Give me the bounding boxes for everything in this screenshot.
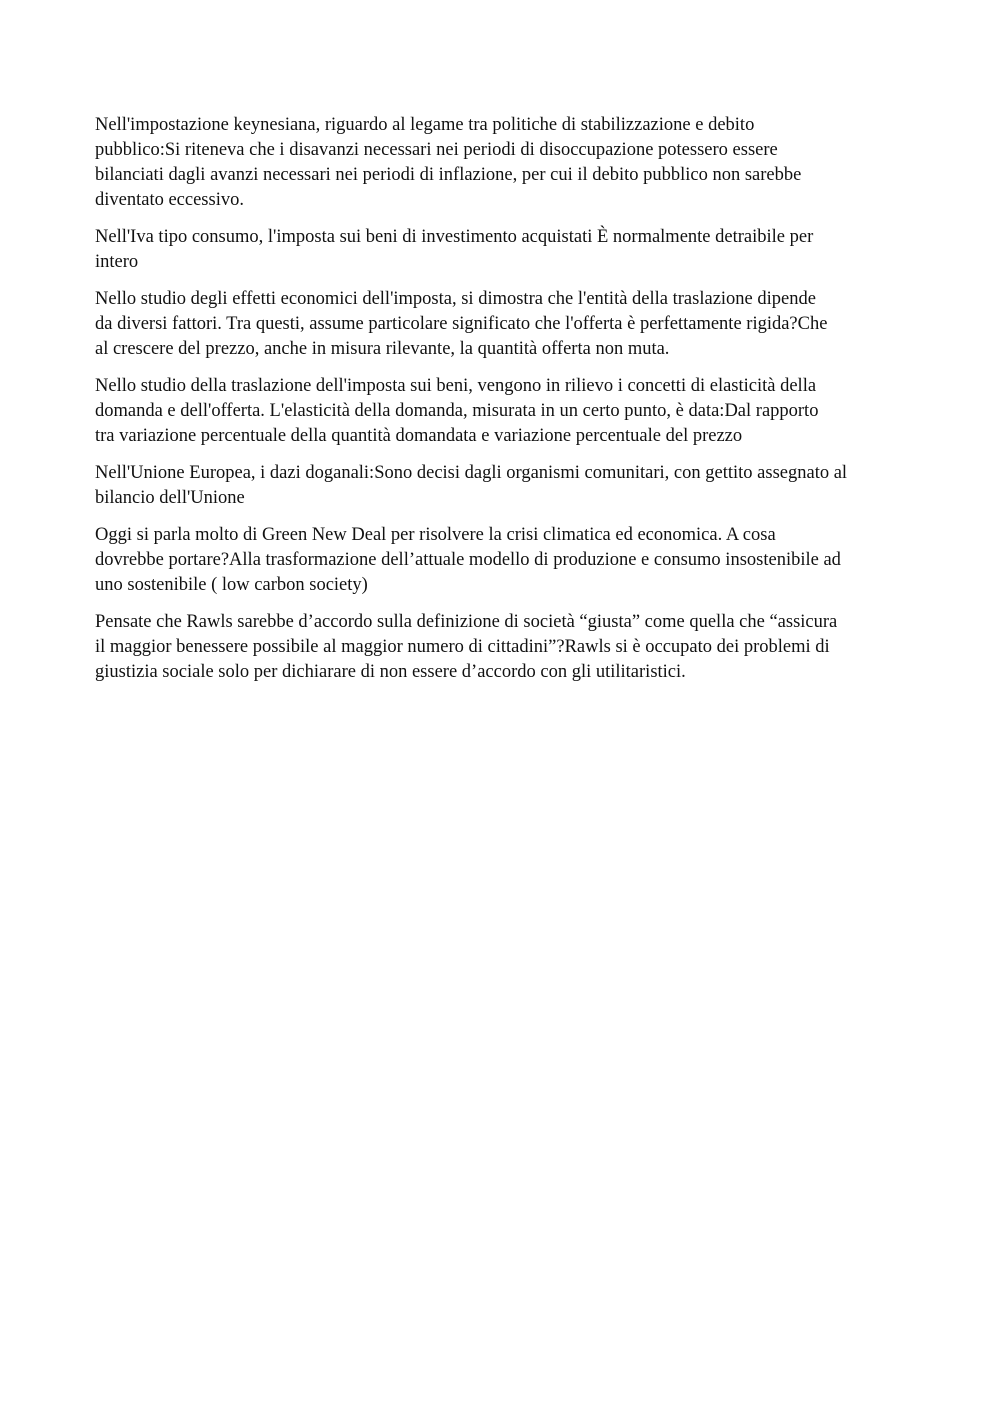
paragraph-traslazione-offerta-rigida: Nello studio degli effetti economici dell'imposta, si dimostra che l'entità della traslazione dipende da diversi fattori. Tra questi, assume particolare significato che l'offerta è perfettamente rigida?Che al crescere del prezzo, anche in misura rilevante, la quantità offerta non muta.: [95, 289, 828, 359]
paragraph-keynesian-debt: Nell'impostazione keynesiana, riguardo al legame tra politiche di stabilizzazione e debito pubblico:Si riteneva che i disavanzi necessari nei periodi di disoccupazione potessero essere bilanciati dagli avanzi necessari nei periodi di inflazione, per cui il debito pubblico non sarebbe diventato eccessivo.: [95, 115, 802, 210]
paragraph-iva-consumo: Nell'Iva tipo consumo, l'imposta sui beni di investimento acquistati È normalmente detraibile per intero: [95, 227, 814, 272]
paragraph-rawls: Pensate che Rawls sarebbe d’accordo sulla definizione di società “giusta” come quella che “assicura il maggior benessere possibile al maggior numero di cittadini”?Rawls si è occupato dei problemi di giustizia sociale solo per dichiarare di non essere d’accordo con gli utilitaristici.: [95, 612, 838, 682]
paragraph-elasticita-domanda: Nello studio della traslazione dell'imposta sui beni, vengono in rilievo i concetti di elasticità della domanda e dell'offerta. L'elasticità della domanda, misurata in un certo punto, è data:Dal rapporto tra variazione percentuale della quantità domandata e variazione percentuale del prezzo: [95, 376, 819, 446]
paragraph-green-new-deal: Oggi si parla molto di Green New Deal per risolvere la crisi climatica ed economica. A cosa dovrebbe portare?Alla trasformazione dell’attuale modello di produzione e consumo insostenibile ad uno sostenibile ( low carbon society): [95, 525, 841, 595]
paragraph-dazi-doganali: Nell'Unione Europea, i dazi doganali:Sono decisi dagli organismi comunitari, con gettito assegnato al bilancio dell'Unione: [95, 463, 848, 508]
document-body: [95, 113, 920, 697]
